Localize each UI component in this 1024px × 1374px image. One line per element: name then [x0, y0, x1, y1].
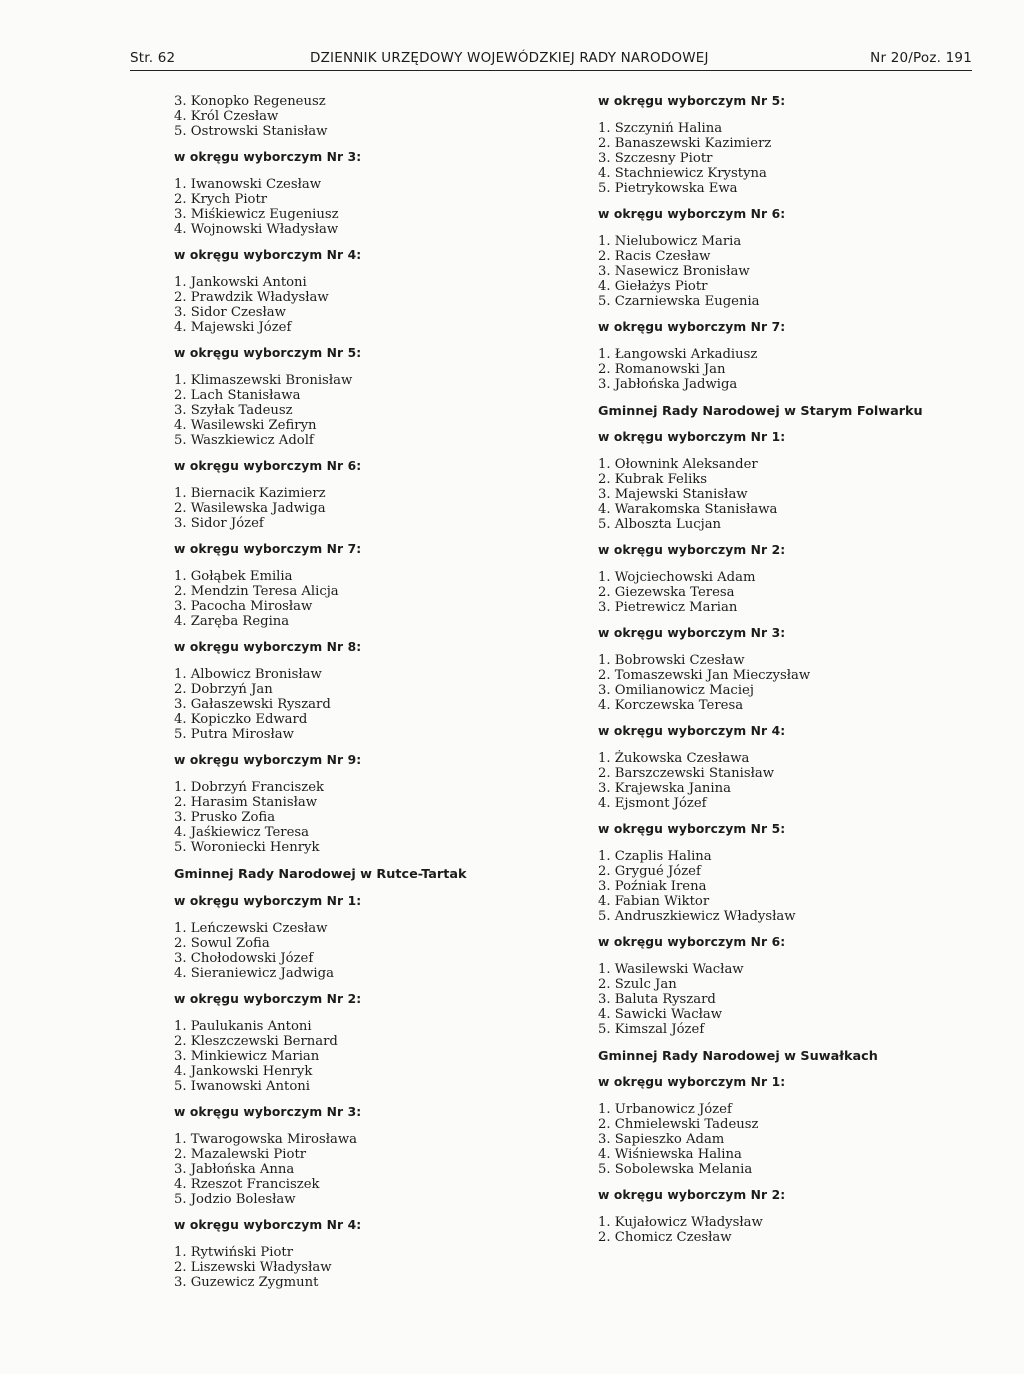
candidate-entry: 1. Ołownink Aleksander: [598, 457, 758, 472]
candidate-entry: 3. Guzewicz Zygmunt: [174, 1275, 319, 1290]
candidate-entry: 1. Albowicz Bronisław: [174, 667, 322, 682]
candidate-entry: 3. Sapieszko Adam: [598, 1132, 725, 1147]
candidate-entry: 4. Zaręba Regina: [174, 614, 290, 629]
candidate-entry: 1. Klimaszewski Bronisław: [174, 373, 353, 388]
candidate-entry: 2. Wasilewska Jadwiga: [174, 501, 326, 516]
candidate-entry: 3. Omilianowicz Maciej: [598, 683, 754, 698]
candidate-entry: 1. Szczyniń Halina: [598, 121, 723, 136]
candidate-entry: 5. Woroniecki Henryk: [174, 840, 320, 855]
candidate-entry: 5. Ostrowski Stanisław: [174, 124, 328, 139]
candidate-entry: 2. Chomicz Czesław: [598, 1230, 732, 1245]
candidate-entry: 2. Harasim Stanisław: [174, 795, 318, 810]
district-heading: w okręgu wyborczym Nr 3:: [598, 626, 786, 640]
candidate-entry: 3. Pietrewicz Marian: [598, 600, 738, 615]
candidate-entry: 4. Sawicki Wacław: [598, 1007, 723, 1022]
candidate-entry: 3. Gałaszewski Ryszard: [174, 697, 331, 712]
candidate-entry: 3. Krajewska Janina: [598, 781, 732, 796]
candidate-entry: 1. Nielubowicz Maria: [598, 234, 742, 249]
district-heading: w okręgu wyborczym Nr 7:: [598, 320, 786, 334]
candidate-entry: 1. Bobrowski Czesław: [598, 653, 745, 668]
candidate-entry: 1. Wojciechowski Adam: [598, 570, 756, 585]
issue-number: Nr 20/Poz. 191: [870, 50, 972, 66]
candidate-entry: 1. Biernacik Kazimierz: [174, 486, 326, 501]
candidate-entry: 3. Chołodowski Józef: [174, 951, 314, 966]
candidate-entry: 4. Korczewska Teresa: [598, 698, 744, 713]
candidate-entry: 3. Prusko Zofia: [174, 810, 276, 825]
candidate-entry: 5. Czarniewska Eugenia: [598, 294, 760, 309]
candidate-entry: 3. Majewski Stanisław: [598, 487, 748, 502]
district-heading: w okręgu wyborczym Nr 5:: [598, 822, 786, 836]
candidate-entry: 3. Jabłońska Jadwiga: [598, 377, 738, 392]
district-heading: w okręgu wyborczym Nr 2:: [598, 1188, 786, 1202]
candidate-entry: 4. Fabian Wiktor: [598, 894, 710, 909]
candidate-entry: 2. Racis Czesław: [598, 249, 711, 264]
journal-title: DZIENNIK URZĘDOWY WOJEWÓDZKIEJ RADY NARODOWEJ: [310, 50, 709, 66]
page-number: Str. 62: [130, 50, 176, 66]
candidate-entry: 1. Łangowski Arkadiusz: [598, 347, 758, 362]
candidate-entry: 3. Szczesny Piotr: [598, 151, 713, 166]
district-heading: w okręgu wyborczym Nr 4:: [598, 724, 786, 738]
district-heading: w okręgu wyborczym Nr 5:: [174, 346, 362, 360]
candidate-entry: 2. Grygué Józef: [598, 864, 701, 879]
candidate-entry: 4. Sieraniewicz Jadwiga: [174, 966, 334, 981]
council-section-title: Gminnej Rady Narodowej w Starym Folwarku: [598, 404, 923, 419]
candidate-entry: 1. Czaplis Halina: [598, 849, 712, 864]
candidate-entry: 2. Kleszczewski Bernard: [174, 1034, 338, 1049]
candidate-entry: 1. Twarogowska Mirosława: [174, 1132, 357, 1147]
candidate-entry: 5. Jodzio Bolesław: [174, 1192, 296, 1207]
candidate-entry: 4. Król Czesław: [174, 109, 279, 124]
candidate-entry: 1. Żukowska Czesława: [598, 751, 750, 766]
candidate-entry: 3. Jabłońska Anna: [174, 1162, 295, 1177]
candidate-entry: 3. Konopko Regeneusz: [174, 94, 326, 109]
candidate-entry: 4. Kopiczko Edward: [174, 712, 308, 727]
district-heading: w okręgu wyborczym Nr 2:: [598, 543, 786, 557]
candidate-entry: 4. Warakomska Stanisława: [598, 502, 778, 517]
candidate-entry: 5. Andruszkiewicz Władysław: [598, 909, 796, 924]
candidate-entry: 2. Liszewski Władysław: [174, 1260, 332, 1275]
candidate-entry: 1. Urbanowicz Józef: [598, 1102, 732, 1117]
candidate-entry: 2. Krych Piotr: [174, 192, 268, 207]
candidate-entry: 1. Rytwiński Piotr: [174, 1245, 294, 1260]
candidate-entry: 4. Ejsmont Józef: [598, 796, 707, 811]
district-heading: w okręgu wyborczym Nr 7:: [174, 542, 362, 556]
district-heading: w okręgu wyborczym Nr 3:: [174, 1105, 362, 1119]
candidate-entry: 2. Tomaszewski Jan Mieczysław: [598, 668, 811, 683]
candidate-entry: 3. Miśkiewicz Eugeniusz: [174, 207, 339, 222]
candidate-entry: 4. Majewski Józef: [174, 320, 292, 335]
candidate-entry: 3. Sidor Józef: [174, 516, 264, 531]
candidate-entry: 5. Pietrykowska Ewa: [598, 181, 738, 196]
district-heading: w okręgu wyborczym Nr 1:: [174, 894, 362, 908]
candidate-entry: 4. Wojnowski Władysław: [174, 222, 339, 237]
candidate-entry: 3. Sidor Czesław: [174, 305, 286, 320]
candidate-entry: 5. Alboszta Lucjan: [598, 517, 722, 532]
candidate-entry: 1. Gołąbek Emilia: [174, 569, 293, 584]
candidate-entry: 2. Prawdzik Władysław: [174, 290, 329, 305]
district-heading: w okręgu wyborczym Nr 3:: [174, 150, 362, 164]
candidate-entry: 5. Kimszal Józef: [598, 1022, 705, 1037]
candidate-entry: 2. Mendzin Teresa Alicja: [174, 584, 339, 599]
candidate-entry: 1. Paulukanis Antoni: [174, 1019, 312, 1034]
district-heading: w okręgu wyborczym Nr 8:: [174, 640, 362, 654]
candidate-entry: 4. Rzeszot Franciszek: [174, 1177, 320, 1192]
candidate-entry: 3. Baluta Ryszard: [598, 992, 716, 1007]
candidate-entry: 4. Wiśniewska Halina: [598, 1147, 742, 1162]
candidate-entry: 1. Wasilewski Wacław: [598, 962, 744, 977]
left-column: [174, 94, 474, 1290]
candidate-entry: 3. Minkiewicz Marian: [174, 1049, 320, 1064]
candidate-entry: 2. Banaszewski Kazimierz: [598, 136, 772, 151]
candidate-entry: 5. Putra Mirosław: [174, 727, 294, 742]
district-heading: w okręgu wyborczym Nr 6:: [174, 459, 362, 473]
district-heading: w okręgu wyborczym Nr 4:: [174, 248, 362, 262]
page-header: [130, 50, 972, 70]
district-heading: w okręgu wyborczym Nr 2:: [174, 992, 362, 1006]
candidate-entry: 2. Szulc Jan: [598, 977, 677, 992]
candidate-entry: 4. Wasilewski Zefiryn: [174, 418, 317, 433]
candidate-entry: 1. Kujałowicz Władysław: [598, 1215, 763, 1230]
candidate-entry: 5. Sobolewska Melania: [598, 1162, 753, 1177]
candidate-entry: 2. Lach Stanisława: [174, 388, 301, 403]
candidate-entry: 5. Waszkiewicz Adolf: [174, 433, 314, 448]
council-section-title: Gminnej Rady Narodowej w Suwałkach: [598, 1049, 878, 1064]
candidate-entry: 1. Jankowski Antoni: [174, 275, 307, 290]
candidate-entry: 2. Barszczewski Stanisław: [598, 766, 775, 781]
candidate-entry: 3. Pacocha Mirosław: [174, 599, 313, 614]
district-heading: w okręgu wyborczym Nr 5:: [598, 94, 786, 108]
candidate-entry: 2. Chmielewski Tadeusz: [598, 1117, 759, 1132]
candidate-entry: 1. Leńczewski Czesław: [174, 921, 328, 936]
candidate-entry: 2. Romanowski Jan: [598, 362, 726, 377]
council-section-title: Gminnej Rady Narodowej w Rutce-Tartak: [174, 867, 467, 882]
candidate-entry: 5. Iwanowski Antoni: [174, 1079, 310, 1094]
district-heading: w okręgu wyborczym Nr 1:: [598, 430, 786, 444]
candidate-entry: 2. Dobrzyń Jan: [174, 682, 273, 697]
header-rule: [130, 70, 972, 71]
district-heading: w okręgu wyborczym Nr 6:: [598, 207, 786, 221]
candidate-entry: 2. Sowul Zofia: [174, 936, 270, 951]
right-column: [598, 94, 938, 1245]
candidate-entry: 4. Jaśkiewicz Teresa: [174, 825, 310, 840]
candidate-entry: 3. Poźniak Irena: [598, 879, 707, 894]
candidate-entry: 2. Kubrak Feliks: [598, 472, 708, 487]
candidate-entry: 4. Giełażys Piotr: [598, 279, 708, 294]
candidate-entry: 3. Nasewicz Bronisław: [598, 264, 750, 279]
candidate-entry: 1. Iwanowski Czesław: [174, 177, 322, 192]
candidate-entry: 1. Dobrzyń Franciszek: [174, 780, 325, 795]
district-heading: w okręgu wyborczym Nr 9:: [174, 753, 362, 767]
district-heading: w okręgu wyborczym Nr 4:: [174, 1218, 362, 1232]
candidate-entry: 4. Jankowski Henryk: [174, 1064, 313, 1079]
candidate-entry: 3. Szyłak Tadeusz: [174, 403, 293, 418]
candidate-entry: 2. Mazalewski Piotr: [174, 1147, 307, 1162]
candidate-entry: 4. Stachniewicz Krystyna: [598, 166, 767, 181]
candidate-entry: 2. Giezewska Teresa: [598, 585, 735, 600]
district-heading: w okręgu wyborczym Nr 1:: [598, 1075, 786, 1089]
district-heading: w okręgu wyborczym Nr 6:: [598, 935, 786, 949]
